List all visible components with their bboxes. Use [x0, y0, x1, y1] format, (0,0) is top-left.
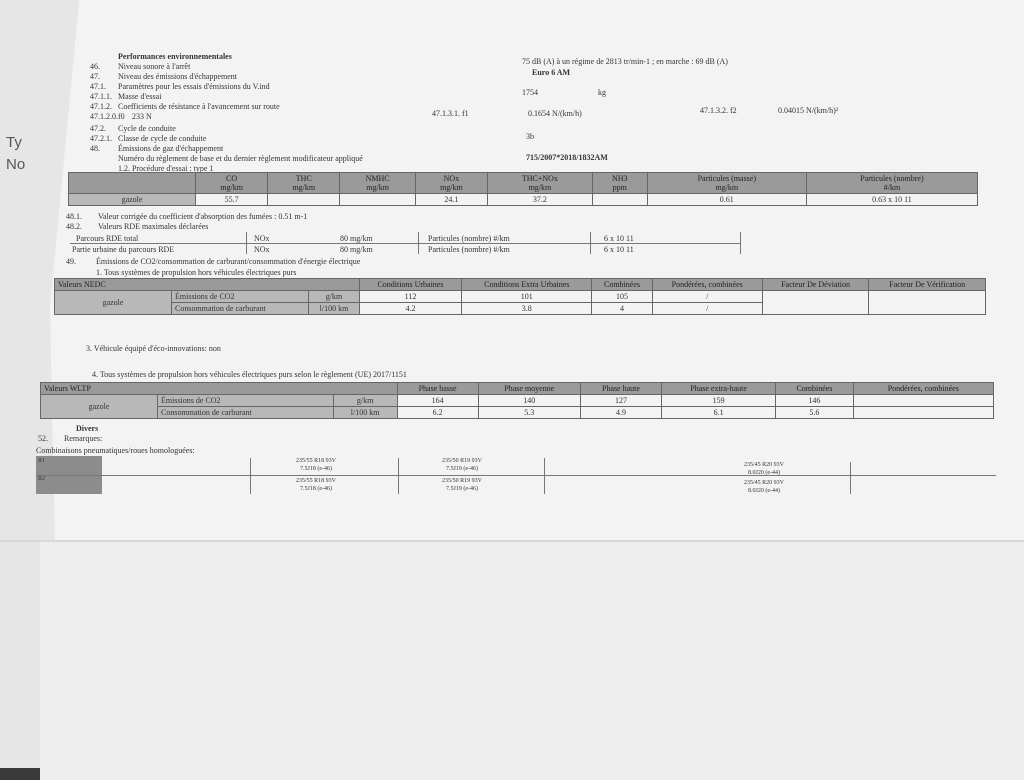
nedc-cell: 3.8	[462, 303, 592, 315]
rde-rule	[70, 243, 740, 244]
euro-value: Euro 6 AM	[532, 68, 571, 77]
rde-nox: NOx	[254, 245, 270, 254]
rde-pn-value: 6 x 10 11	[604, 234, 634, 243]
rde-nox: NOx	[254, 234, 270, 243]
tyre-divider	[250, 458, 251, 494]
tyre-divider	[850, 462, 851, 494]
emissions-fuel: gazole	[69, 194, 196, 206]
emissions-header: Particules (nombre) #/km	[806, 173, 977, 194]
emissions-cell: 0.61	[647, 194, 806, 206]
wltp-header: Pondérées, combinées	[853, 383, 993, 395]
wltp-header: Phase extra-haute	[661, 383, 775, 395]
tyre-size: 235/45 R20 93V	[744, 462, 785, 468]
rde-pn-value: 6 x 10 11	[604, 245, 634, 254]
wltp-cell: 127	[581, 395, 662, 407]
wltp-header: Phase basse	[397, 383, 478, 395]
emissions-table	[68, 172, 978, 206]
wltp-cell: 4.9	[581, 407, 662, 419]
nedc-table	[54, 278, 986, 315]
tyre-title: Combinaisons pneumatiques/roues homologuées:	[36, 446, 195, 455]
nedc-header: Conditions Urbaines	[359, 279, 462, 291]
mass-value: 1754	[522, 88, 538, 97]
noise-value: 75 dB (A) à un régime de 2813 tr/min-1 ; en marche : 69 dB (A)	[522, 57, 728, 66]
emissions-cell: 37.2	[488, 194, 593, 206]
rde-divider	[740, 232, 741, 254]
wltp-header: Phase haute	[581, 383, 662, 395]
rde-divider	[246, 232, 247, 254]
line-num: 49.	[66, 257, 76, 266]
nedc-cell: /	[652, 291, 762, 303]
cycle-class-value: 3b	[526, 132, 534, 141]
nedc-row-unit: g/km	[309, 291, 359, 303]
divers-label: Divers	[76, 424, 99, 433]
smoke-coefficient: Valeur corrigée du coefficient d'absorption des fumées : 0.51 m-1	[98, 212, 308, 221]
nedc-cell	[869, 291, 986, 315]
tyre-size: 235/55 R18 93V	[296, 458, 337, 464]
wltp-header: Phase moyenne	[478, 383, 580, 395]
paper-fold-line	[0, 540, 1024, 542]
item-num: 47.2.	[90, 124, 106, 133]
nedc-header: Combinées	[592, 279, 653, 291]
wltp-table	[40, 382, 994, 419]
emissions-cell	[268, 194, 340, 206]
rde-divider	[590, 232, 591, 254]
nedc-cell: 112	[359, 291, 462, 303]
rde-pn: Particules (nombre) #/km	[428, 245, 510, 254]
item-label: Masse d'essai	[118, 92, 162, 101]
item-label: Niveau sonore à l'arrêt	[118, 62, 191, 71]
f0-value: 233 N	[132, 112, 152, 121]
tyre-size: 235/55 R18 93V	[296, 478, 337, 484]
emissions-header: THC mg/km	[268, 173, 340, 194]
nedc-fuel: gazole	[55, 291, 172, 315]
nedc-cell: 4.2	[359, 303, 462, 315]
nedc-row-label: Consommation de carburant	[172, 303, 309, 315]
env-title: Performances environnementales	[118, 52, 232, 61]
tyre-size: 235/50 R19 93V	[442, 458, 483, 464]
remarks-num: 52.	[38, 434, 48, 443]
tyre-size: 235/50 R19 93V	[442, 478, 483, 484]
nedc-cell	[762, 291, 869, 315]
emissions-header: THC+NOx mg/km	[488, 173, 593, 194]
tyre-divider	[544, 458, 545, 494]
item-num: 47.1.	[90, 82, 106, 91]
f1-label: 47.1.3.1. f1	[432, 109, 469, 118]
nedc-header: Facteur De Déviation	[762, 279, 869, 291]
tyre-row-label: R1	[38, 458, 46, 464]
emissions-cell	[592, 194, 647, 206]
emissions-header-blank	[69, 173, 196, 194]
rde-pn: Particules (nombre) #/km	[428, 234, 510, 243]
wltp-fuel: gazole	[41, 395, 158, 419]
wltp-header-label: Valeurs WLTP	[41, 383, 398, 395]
wltp-cell: 164	[397, 395, 478, 407]
tyre-rim: 8.0J20 (e-44)	[748, 488, 780, 494]
tyre-rim: 7.5J19 (e-46)	[446, 486, 478, 492]
nedc-header-label: Valeurs NEDC	[55, 279, 360, 291]
co2-subtitle: 1. Tous systèmes de propulsion hors véhicules électriques purs	[96, 268, 297, 277]
item-label: Paramètres pour les essais d'émissions du V.ind	[118, 82, 270, 91]
wltp-cell: 159	[661, 395, 775, 407]
item-label: Numéro du règlement de base et du dernier règlement modificateur appliqué	[118, 154, 363, 163]
wltp-row-label: Consommation de carburant	[158, 407, 334, 419]
nedc-header: Facteur De Vérification	[869, 279, 986, 291]
line-num: 48.2.	[66, 222, 82, 231]
wltp-cell	[853, 407, 993, 419]
f2-label: 47.1.3.2. f2	[700, 106, 737, 115]
emissions-header: NOx mg/km	[415, 173, 487, 194]
emissions-header: NMHC mg/km	[340, 173, 415, 194]
f1-value: 0.1654 N/(km/h)	[528, 109, 582, 118]
document-lower-fold	[40, 540, 1024, 780]
wltp-cell: 146	[776, 395, 853, 407]
wltp-header: Combinées	[776, 383, 853, 395]
emissions-header: CO mg/km	[196, 173, 268, 194]
item-num: 48.	[90, 144, 100, 153]
nedc-cell: /	[652, 303, 762, 315]
rde-row-label: Partie urbaine du parcours RDE	[72, 245, 175, 254]
item-label: Coefficients de résistance à l'avancement sur route	[118, 102, 280, 111]
tyre-rim: 7.5J18 (e-46)	[300, 466, 332, 472]
line-num: 48.1.	[66, 212, 82, 221]
tyre-row-label: R2	[38, 476, 46, 482]
nedc-row-label: Émissions de CO2	[172, 291, 309, 303]
item-num: 47.2.1.	[90, 134, 112, 143]
background-sheet-text: Ty No	[6, 134, 26, 173]
nedc-row-unit: l/100 km	[309, 303, 359, 315]
nedc-cell: 101	[462, 291, 592, 303]
rde-row-label: Parcours RDE total	[76, 234, 139, 243]
wltp-row-label: Émissions de CO2	[158, 395, 334, 407]
tyre-rule	[36, 475, 996, 476]
emissions-header: NH3 ppm	[592, 173, 647, 194]
wltp-cell: 5.3	[478, 407, 580, 419]
emissions-header: Particules (masse) mg/km	[647, 173, 806, 194]
emissions-cell: 0.63 x 10 11	[806, 194, 977, 206]
rde-title: Valeurs RDE maximales déclarées	[98, 222, 209, 231]
rde-nox-value: 80 mg/km	[340, 234, 373, 243]
tyre-size: 235/45 R20 93V	[744, 480, 785, 486]
wltp-cell: 6.2	[397, 407, 478, 419]
co2-title: Émissions de CO2/consommation de carburant/consommation d'énergie électrique	[96, 257, 361, 266]
wltp-title: 4. Tous systèmes de propulsion hors véhicules électriques purs selon le règlement (UE) 2017/1151	[92, 370, 407, 379]
nedc-header: Pondérées, combinées	[652, 279, 762, 291]
wltp-cell: 6.1	[661, 407, 775, 419]
nedc-cell: 105	[592, 291, 653, 303]
tyre-divider	[398, 458, 399, 494]
item-label: Classe de cycle de conduite	[118, 134, 207, 143]
wltp-cell: 140	[478, 395, 580, 407]
item-label: Niveau des émissions d'échappement	[118, 72, 237, 81]
wltp-row-unit: g/km	[333, 395, 397, 407]
wltp-cell: 5.6	[776, 407, 853, 419]
tyre-rim: 7.5J19 (e-46)	[446, 466, 478, 472]
item-num: 47.1.1.	[90, 92, 112, 101]
item-label: Cycle de conduite	[118, 124, 176, 133]
f2-value: 0.04015 N/(km/h)²	[778, 106, 839, 115]
tyre-rim: 8.0J20 (e-44)	[748, 470, 780, 476]
item-label: 1.2. Procédure d'essai : type 1	[118, 164, 214, 173]
nedc-header: Conditions Extra Urbaines	[462, 279, 592, 291]
item-label: f0	[118, 112, 125, 121]
item-num: 47.	[90, 72, 100, 81]
rde-divider	[418, 232, 419, 254]
nedc-cell: 4	[592, 303, 653, 315]
item-num: 46.	[90, 62, 100, 71]
item-label: Émissions de gaz d'échappement	[118, 144, 224, 153]
regulation-value: 715/2007*2018/1832AM	[526, 153, 608, 162]
emissions-cell: 55.7	[196, 194, 268, 206]
wltp-row-unit: l/100 km	[333, 407, 397, 419]
rde-nox-value: 80 mg/km	[340, 245, 373, 254]
emissions-cell: 24.1	[415, 194, 487, 206]
mass-unit: kg	[598, 88, 606, 97]
wltp-cell	[853, 395, 993, 407]
tyre-rim: 7.5J18 (e-46)	[300, 486, 332, 492]
emissions-cell	[340, 194, 415, 206]
remarks-label: Remarques:	[64, 434, 103, 443]
item-num: 47.1.2.0.	[90, 112, 118, 121]
item-num: 47.1.2.	[90, 102, 112, 111]
eco-innovations: 3. Véhicule équipé d'éco-innovations: non	[86, 344, 221, 353]
